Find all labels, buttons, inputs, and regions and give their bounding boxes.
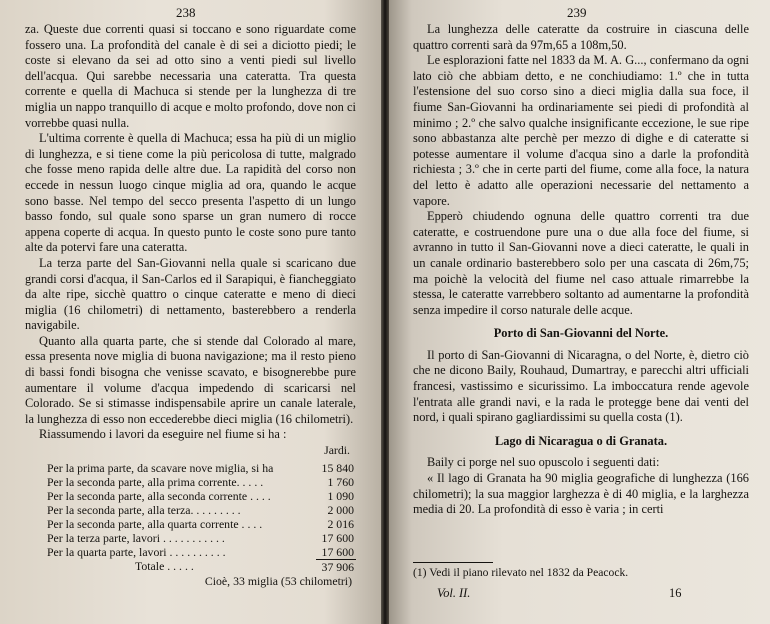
signature-number: 16 — [669, 586, 682, 600]
paragraph: za. Queste due correnti quasi si toccano e sono riguardate come fossero una. La profondità del canale è di sei a diciotto piedi; le coste si elevano da sei ad otto sino a venti piedi sul livello dell'acqua. Qui sarebbe necessaria una cateratta. Tra questa corrente e quella di Machuca si stende per la lunghezza di tre miglia un nappo tranquillo di acque e molto profondo, dove non ci vorrebbe quasi nulla. — [25, 22, 356, 130]
table-row — [25, 531, 356, 545]
row-value: 1 090 — [327, 488, 354, 503]
row-value: 15 840 — [321, 460, 354, 475]
row-label: Per la seconda parte, alla quarta corrente . . . . — [47, 516, 263, 531]
row-value: 2 016 — [327, 516, 354, 531]
table-row — [25, 517, 356, 531]
table-row — [25, 503, 356, 517]
row-label: Per la seconda parte, alla seconda corrente . . . . — [47, 488, 271, 503]
signature-volume: Vol. II. — [437, 586, 471, 600]
paragraph: Baily ci porge nel suo opuscolo i seguenti dati: — [427, 455, 660, 470]
left-page — [0, 0, 381, 624]
works-table — [25, 461, 356, 574]
paragraph: La terza parte del San-Giovanni nella quale si scaricano due grandi corsi d'acqua, il San-Carlos ed il Sarapiqui, è fiancheggiato da alte ripe, sicchè quattro o cinque cateratte e meno di dieci miglia (16 chilometri) di nettamento, basterebbero a renderla navigabile. — [25, 255, 356, 333]
paragraph: Epperò chiudendo ognuna delle quattro correnti tra due cateratte, e costruendone pure una o due alla foce del fiume, si avranno in tutto il San-Giovanni nove a dieci cateratte, le quali in un canale ordinario basterebbero solo per una cascata di 26m,75; ma poichè la velocità del fiume nel caso attuale rimarrebbe la stessa, le cateratte varrebbero soltanto ad aumentarne la profondità senza impedire il corso naturale delle acque. — [413, 209, 749, 317]
table-row — [25, 545, 356, 560]
page-number: 239 — [567, 5, 587, 20]
section-title: Lago di Nicaragua o di Granata. — [494, 433, 668, 448]
footnote: (1) Vedi il piano rilevato nel 1832 da Peacock. — [413, 566, 629, 579]
paragraph: « Il lago di Granata ha 90 miglia geografiche di lunghezza (166 chilometri); la sua maggior larghezza è di 40 miglia, e la larghezza media di 20. La profondità di esso è varia ; in certi — [413, 471, 749, 517]
table-row — [25, 475, 356, 489]
paragraph: Quanto alla quarta parte, che si stende dal Colorado al mare, essa presenta nove miglia di buona navigazione; ma il resto pieno di bassi fondi bisogna che venisse scavato, e bisognerebbe pure aumentare il volume d'acqua impedendo di scaricarsi nel Colorado. Se si stimasse indispensabile aprire un canale laterale, la lunghezza di esso non eccederebbe dieci miglia (16 chilometri). — [25, 333, 356, 426]
paragraph: L'ultima corrente è quella di Machuca; essa ha più di un miglio di lunghezza, e si tiene come la più pericolosa di tutte, malgrado che fosse meno rapida delle altre due. La rapidità del corso non eccede in nessun luogo cinque miglia ad ora, quando le acque sono basse. Nel tempo del secco presenta l'aspetto di un lungo basso fondo, sul quale sono sparse un gran numero di rocce appena coperte di acqua. In questo punto le coste sono pure tanto alte da potervi fare una cateratta. — [25, 131, 356, 255]
row-label: Per la terza parte, lavori . . . . . . . . . . . — [47, 530, 225, 545]
table-row — [25, 461, 356, 475]
footnote-divider — [413, 562, 493, 563]
paragraph: La lunghezza delle cateratte da costruire in ciascuna delle quattro correnti sarà da 97m,65 a 108m,50. — [413, 22, 749, 52]
section-title: Porto di San-Giovanni del Norte. — [493, 326, 669, 341]
book-gutter — [381, 0, 389, 624]
paragraph: Riassumendo i lavori da eseguire nel fiume si ha : — [39, 427, 287, 442]
right-page-body — [413, 22, 749, 518]
total-value: 37 906 — [316, 559, 356, 574]
total-equivalence: Cioè, 33 miglia (53 chilometri) — [204, 573, 352, 588]
right-page — [389, 0, 770, 624]
row-value: 2 000 — [327, 502, 354, 517]
row-label: Per la seconda parte, alla terza. . . . . . . . . — [47, 502, 241, 517]
table-unit-header: Jardi. — [324, 443, 350, 458]
total-label: Totale . . . . . — [135, 559, 194, 574]
row-value: 1 760 — [327, 474, 354, 489]
paragraph: Le esplorazioni fatte nel 1833 da M. A. G..., confermano da ogni lato ciò che abbiam detto, e ne conchiudiamo: 1.º che in tutta l'estensione del suo corso sino a dieci miglia dalla sua foce, il fiume San-Giovanni ha ordinariamente sei piedi di profondità al minimo ; 2.º che salvo qualche insignificante eccezione, le sue ripe sono abbastanza alte perchè per mezzo di dighe e di cateratte si potesse aumentare il volume d'acqua sino a darle la profondità richiesta ; 3.º che in certe parti del fiume, come alla foce, la natura del letto è adatto alle operazioni necessarie del nettamento a vapore. — [413, 53, 749, 208]
table-row — [25, 489, 356, 503]
paragraph: Il porto di San-Giovanni di Nicaragna, o del Norte, è, dietro ciò che ne dicono Baily, Rouhaud, Dumartray, e parecchi altri ufficiali francesi, vastissimo e sicurissimo. La imboccatura rende agevole l'entrata alle grandi navi, e la rada le protegge bene dai venti del nord, i quali spirano gagliardissimi su quella costa (1). — [413, 347, 749, 425]
row-label: Per la seconda parte, alla prima corrente. . . . . — [47, 474, 264, 489]
row-label: Per la prima parte, da scavare nove miglia, si ha — [47, 460, 274, 475]
table-total-row — [25, 559, 356, 574]
row-value: 17 600 — [321, 544, 354, 559]
page-number: 238 — [176, 5, 196, 20]
row-value: 17 600 — [321, 530, 354, 545]
left-page-body — [25, 22, 356, 589]
row-label: Per la quarta parte, lavori . . . . . . . . . . — [47, 544, 226, 559]
